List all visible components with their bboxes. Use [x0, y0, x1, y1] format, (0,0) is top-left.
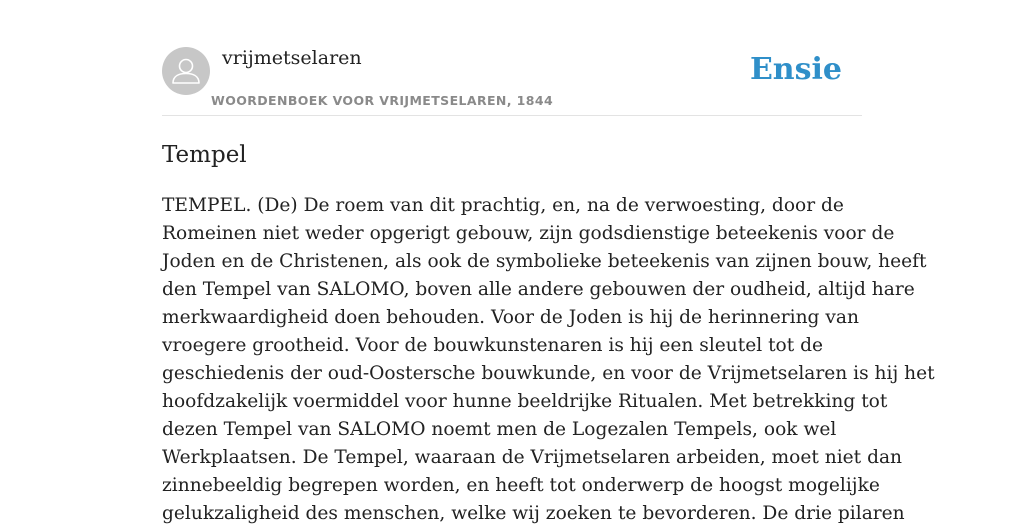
article-title: Tempel	[162, 142, 247, 168]
author-name[interactable]: vrijmetselaren	[222, 47, 362, 69]
author-avatar[interactable]	[162, 47, 210, 95]
page-container	[162, 0, 935, 524]
body-line: TEMPEL. (De) De roem van dit prachtig, en, na de verwoesting, door de	[162, 195, 844, 216]
ensie-logo[interactable]: Ensie	[749, 52, 842, 87]
body-line: Werkplaatsen. De Tempel, waaraan de Vrijmetselaren arbeiden, moet niet dan	[162, 447, 903, 468]
body-line: merkwaardigheid doen behouden. Voor de Joden is hij de herinnering van	[162, 307, 859, 328]
body-line: geschiedenis der oud-Oostersche bouwkunde, en voor de Vrijmetselaren is hij het	[162, 363, 935, 384]
user-icon	[162, 47, 210, 95]
body-line: dezen Tempel van SALOMO noemt men de Logezalen Tempels, ook wel	[162, 419, 837, 440]
article-body	[162, 192, 935, 528]
body-line: gelukzaligheid des menschen, welke wij zoeken te bevorderen. De drie pilaren	[162, 503, 905, 524]
body-line: Romeinen niet weder opgerigt gebouw, zijn godsdienstige beteekenis voor de	[162, 223, 895, 244]
source-label[interactable]: WOORDENBOEK VOOR VRIJMETSELAREN, 1844	[211, 93, 554, 108]
body-line: den Tempel van SALOMO, boven alle andere gebouwen der oudheid, altijd hare	[162, 279, 915, 300]
body-line: zinnebeeldig begrepen worden, en heeft tot onderwerp de hoogst mogelijke	[162, 475, 880, 496]
article-header	[162, 0, 862, 116]
body-line: vroegere grootheid. Voor de bouwkunstenaren is hij een sleutel tot de	[162, 335, 824, 356]
body-line: Joden en de Christenen, als ook de symbolieke beteekenis van zijnen bouw, heeft	[162, 251, 927, 272]
body-line: hoofdzakelijk voermiddel voor hunne beeldrijke Ritualen. Met betrekking tot	[162, 391, 888, 412]
